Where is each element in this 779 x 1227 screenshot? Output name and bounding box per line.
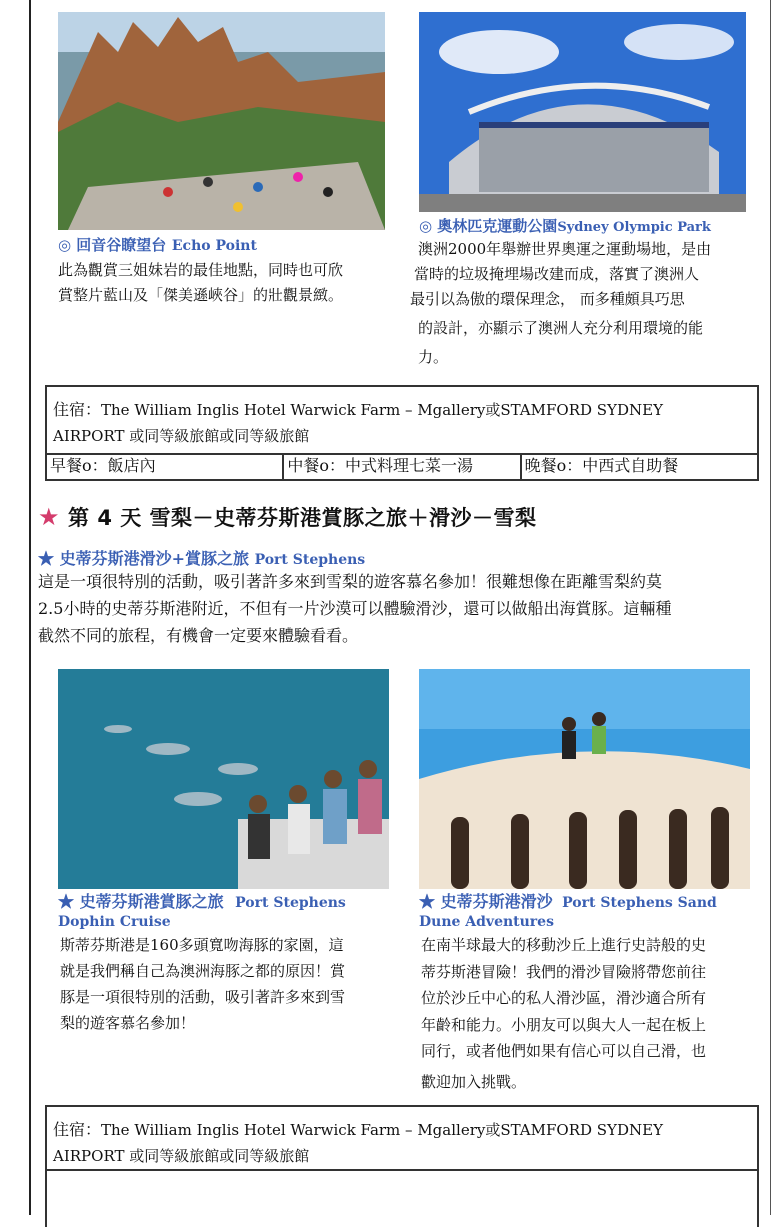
echo-point-caption-en: Echo Point bbox=[171, 238, 257, 254]
lunch-cell: 中餐o：中式料理七菜一湯 bbox=[282, 455, 519, 479]
olympic-park-caption-zh: ◎ 奧林匹克運動公園 bbox=[419, 217, 558, 235]
echo-point-text bbox=[58, 258, 398, 308]
meals-row bbox=[45, 453, 759, 481]
day-4-title-text: 第 4 天 雪梨－史蒂芬斯港賞豚之旅＋滑沙－雪梨 bbox=[68, 506, 537, 530]
echo-point-photo bbox=[58, 12, 385, 230]
text-line: 豚是一項很特別的活動，吸引著許多來到雪 bbox=[60, 988, 346, 1006]
echo-point-caption bbox=[58, 235, 257, 256]
sand-text bbox=[421, 932, 766, 1095]
dolphin-caption bbox=[58, 892, 346, 932]
dolphin-text bbox=[60, 932, 412, 1036]
sand-dune-photo bbox=[419, 669, 750, 889]
lodging-line1: The William Inglis Hotel Warwick Farm – Mgallery或STAMFORD SYDNEY bbox=[101, 401, 663, 419]
lodging-line2: AIRPORT 或同等級旅館或同等級旅館 bbox=[53, 1147, 310, 1165]
day-4-intro bbox=[38, 568, 768, 649]
lodging-box-2 bbox=[45, 1105, 759, 1227]
lodging-label: 住宿： bbox=[53, 1120, 102, 1139]
text-line: 的設計，亦顯示了澳洲人充分利用環境的能 bbox=[418, 319, 704, 337]
text-line: 當時的垃圾掩埋場改建而成，落實了澳洲人 bbox=[414, 265, 700, 283]
page-left-border bbox=[29, 0, 31, 1215]
sand-caption-en2: Dune Adventures bbox=[419, 914, 554, 930]
dolphin-caption-en1: Port Stephens bbox=[235, 895, 346, 911]
text-line: 這是一項很特別的活動，吸引著許多來到雪梨的遊客慕名參加！很難想像在距離雪梨約莫 bbox=[38, 572, 663, 591]
page-right-border bbox=[770, 0, 771, 1215]
day-4-subtitle-en: Port Stephens bbox=[254, 552, 366, 568]
breakfast-cell: 早餐o：飯店內 bbox=[50, 456, 156, 475]
text-line: 同行，或者他們如果有信心可以自己滑，也 bbox=[421, 1042, 707, 1060]
text-line: 就是我們稱自己為澳洲海豚之都的原因！賞 bbox=[60, 962, 346, 980]
star-icon: ★ bbox=[38, 503, 61, 531]
text-line: 年齡和能力。小朋友可以與大人一起在板上 bbox=[421, 1015, 707, 1034]
text-line: 歡迎加入挑戰。 bbox=[421, 1072, 527, 1091]
dolphin-caption-zh: ★ 史蒂芬斯港賞豚之旅 bbox=[58, 892, 224, 911]
text-line: 澳洲2000年舉辦世界奧運之運動場地，是由 bbox=[418, 240, 712, 258]
text-line: 斯蒂芬斯港是160多頭寬吻海豚的家園，這 bbox=[60, 936, 344, 954]
text-line: 力。 bbox=[418, 348, 449, 366]
day-4-title bbox=[38, 502, 537, 532]
text-line: 梨的遊客慕名參加！ bbox=[60, 1014, 196, 1032]
lodging-2-text bbox=[47, 1107, 757, 1169]
echo-point-caption-zh: ◎ 回音谷瞭望台 bbox=[58, 236, 167, 254]
sand-caption-en1: Port Stephens Sand bbox=[562, 895, 717, 911]
olympic-park-photo bbox=[419, 12, 746, 212]
dinner-cell: 晚餐o：中西式自助餐 bbox=[520, 455, 757, 479]
text-line: 在南半球最大的移動沙丘上進行史詩般的史 bbox=[421, 936, 707, 954]
text-line: 最引以為傲的環保理念， 而多種頗具巧思 bbox=[410, 290, 685, 308]
lodging-label: 住宿： bbox=[53, 400, 102, 419]
day-4-subtitle bbox=[38, 546, 365, 569]
olympic-park-text bbox=[410, 237, 760, 370]
sand-caption bbox=[419, 892, 717, 932]
lodging-line1: The William Inglis Hotel Warwick Farm – Mgallery或STAMFORD SYDNEY bbox=[101, 1121, 663, 1139]
text-line: 2.5小時的史蒂芬斯港附近，不但有一片沙漠可以體驗滑沙，還可以做船出海賞豚。這輛種 bbox=[38, 599, 672, 618]
text-line: 截然不同的旅程，有機會一定要來體驗看看。 bbox=[38, 626, 359, 645]
lodging-1-text bbox=[47, 387, 757, 449]
dolphin-caption-en2: Dophin Cruise bbox=[58, 914, 171, 930]
lodging-divider bbox=[47, 1169, 757, 1171]
olympic-park-caption-en: Sydney Olympic Park bbox=[557, 220, 711, 235]
dolphin-cruise-photo bbox=[58, 669, 389, 889]
olympic-park-caption bbox=[419, 216, 711, 237]
text-line: 此為觀賞三姐妹岩的最佳地點，同時也可欣 bbox=[58, 261, 344, 279]
text-line: 位於沙丘中心的私人滑沙區，滑沙適合所有 bbox=[421, 989, 707, 1007]
day-4-subtitle-zh: ★ 史蒂芬斯港滑沙+賞豚之旅 bbox=[38, 549, 249, 568]
lodging-line2: AIRPORT 或同等級旅館或同等級旅館 bbox=[53, 427, 310, 445]
text-line: 蒂芬斯港冒險！我們的滑沙冒險將帶您前往 bbox=[421, 962, 707, 981]
sand-caption-zh: ★ 史蒂芬斯港滑沙 bbox=[419, 892, 553, 911]
lodging-box-1 bbox=[45, 385, 759, 481]
text-line: 賞整片藍山及「傑美遜峽谷」的壯觀景緻。 bbox=[58, 286, 344, 304]
